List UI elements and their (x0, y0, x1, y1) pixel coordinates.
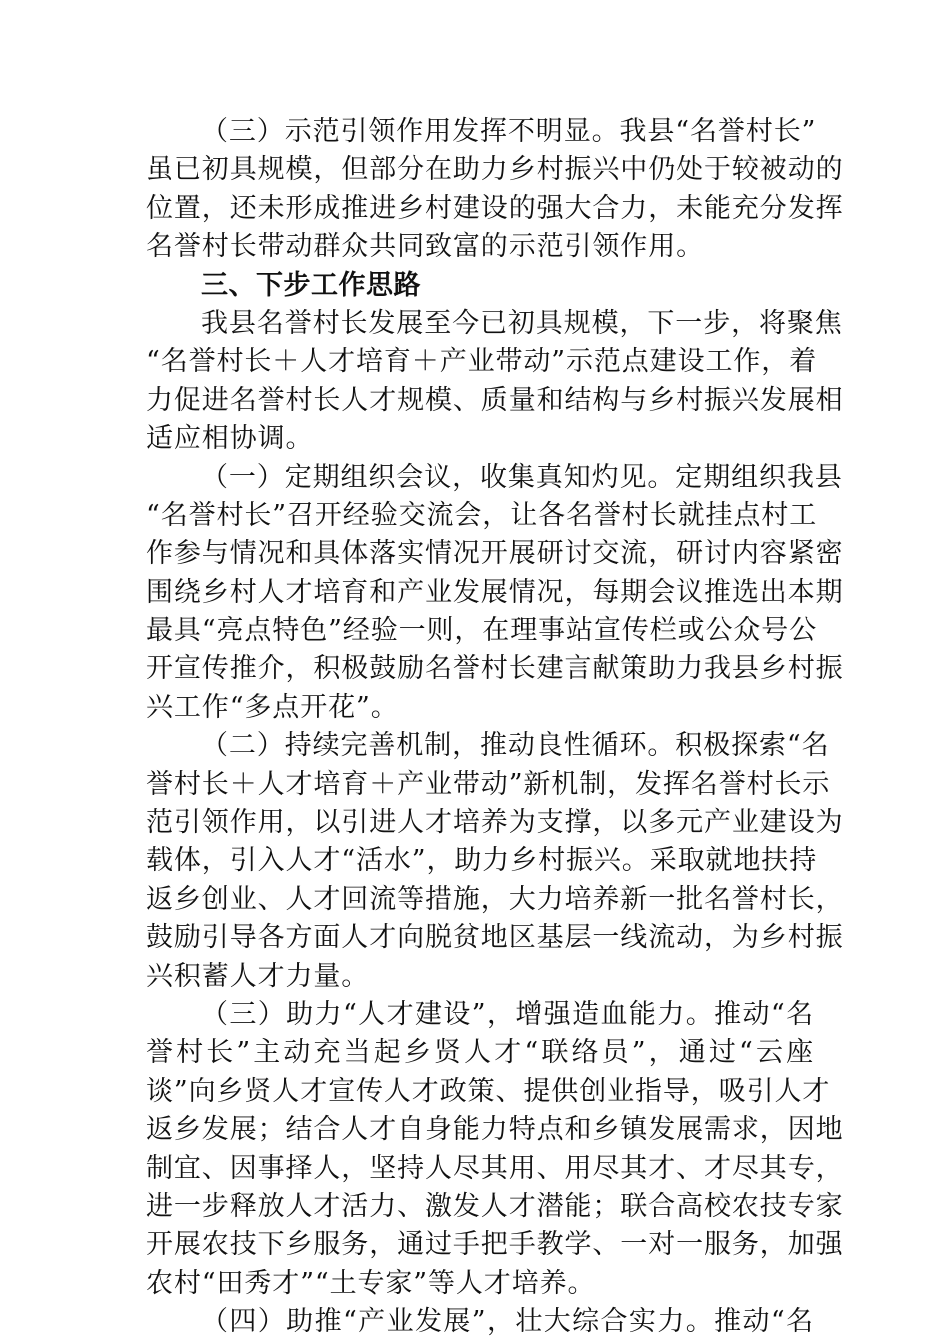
paragraph-line: 开展农技下乡服务，通过手把手教学、一对一服务，加强 (146, 1229, 844, 1261)
paragraph-line: 范引领作用，以引进人才培养为支撑，以多元产业建设为 (146, 807, 844, 839)
paragraph-line: 誉村长”主动充当起乡贤人才“联络员”，通过“云座 (146, 1037, 814, 1069)
paragraph-line: 制宜、因事择人，坚持人尽其用、用尽其才、才尽其专， (146, 1152, 844, 1184)
paragraph-line: 虽已初具规模，但部分在助力乡村振兴中仍处于较被动的 (146, 154, 844, 186)
paragraph-line: 誉村长＋人才培育＋产业带动”新机制，发挥名誉村长示 (146, 768, 831, 800)
paragraph-line: “名誉村长”召开经验交流会，让各名誉村长就挂点村工 (146, 499, 818, 531)
paragraph-line: 兴积蓄人才力量。 (146, 960, 370, 992)
paragraph-line: 最具“亮点特色”经验一则，在理事站宣传栏或公众号公 (146, 615, 818, 647)
paragraph-line: 作参与情况和具体落实情况开展研讨交流，研讨内容紧密 (146, 538, 844, 570)
paragraph-line: （二）持续完善机制，推动良性循环。积极探索“名 (201, 730, 830, 762)
paragraph-line: 兴工作“多点开花”。 (146, 691, 399, 723)
paragraph-line: 谈”向乡贤人才宣传人才政策、提供创业指导，吸引人才 (146, 1075, 831, 1107)
paragraph-line: （三）助力“人才建设”，增强造血能力。推动“名 (201, 998, 814, 1030)
paragraph-line: 力促进名誉村长人才规模、质量和结构与乡村振兴发展相 (146, 384, 844, 416)
paragraph-line: 进一步释放人才活力、激发人才潜能；联合高校农技专家 (146, 1190, 844, 1222)
paragraph-line: （一）定期组织会议，收集真知灼见。定期组织我县 (201, 461, 843, 493)
section-heading: 三、下步工作思路 (201, 269, 421, 301)
paragraph-line: 农村“田秀才”“土专家”等人才培养。 (146, 1267, 596, 1299)
paragraph-line: 我县名誉村长发展至今已初具规模，下一步，将聚焦 (201, 307, 843, 339)
paragraph-line: 围绕乡村人才培育和产业发展情况，每期会议推选出本期 (146, 576, 844, 608)
paragraph-line: （四）助推“产业发展”，壮大综合实力。推动“名 (201, 1306, 814, 1338)
paragraph-line: 载体，引入人才“活水”，助力乡村振兴。采取就地扶持 (146, 845, 818, 877)
paragraph-line: 鼓励引导各方面人才向脱贫地区基层一线流动，为乡村振 (146, 922, 844, 954)
paragraph-line: 适应相协调。 (146, 423, 314, 455)
paragraph-line: 返乡发展；结合人才自身能力特点和乡镇发展需求，因地 (146, 1114, 844, 1146)
paragraph-line: 名誉村长带动群众共同致富的示范引领作用。 (146, 231, 704, 263)
paragraph-line: 开宣传推介，积极鼓励名誉村长建言献策助力我县乡村振 (146, 653, 844, 685)
document-page (146, 113, 844, 1342)
paragraph-line: 返乡创业、人才回流等措施，大力培养新一批名誉村长， (146, 883, 844, 915)
paragraph-line: （三）示范引领作用发挥不明显。我县“名誉村长” (201, 116, 817, 147)
paragraph-line: “名誉村长＋人才培育＋产业带动”示范点建设工作，着 (146, 346, 818, 378)
paragraph-line: 位置，还未形成推进乡村建设的强大合力，未能充分发挥 (146, 192, 844, 224)
